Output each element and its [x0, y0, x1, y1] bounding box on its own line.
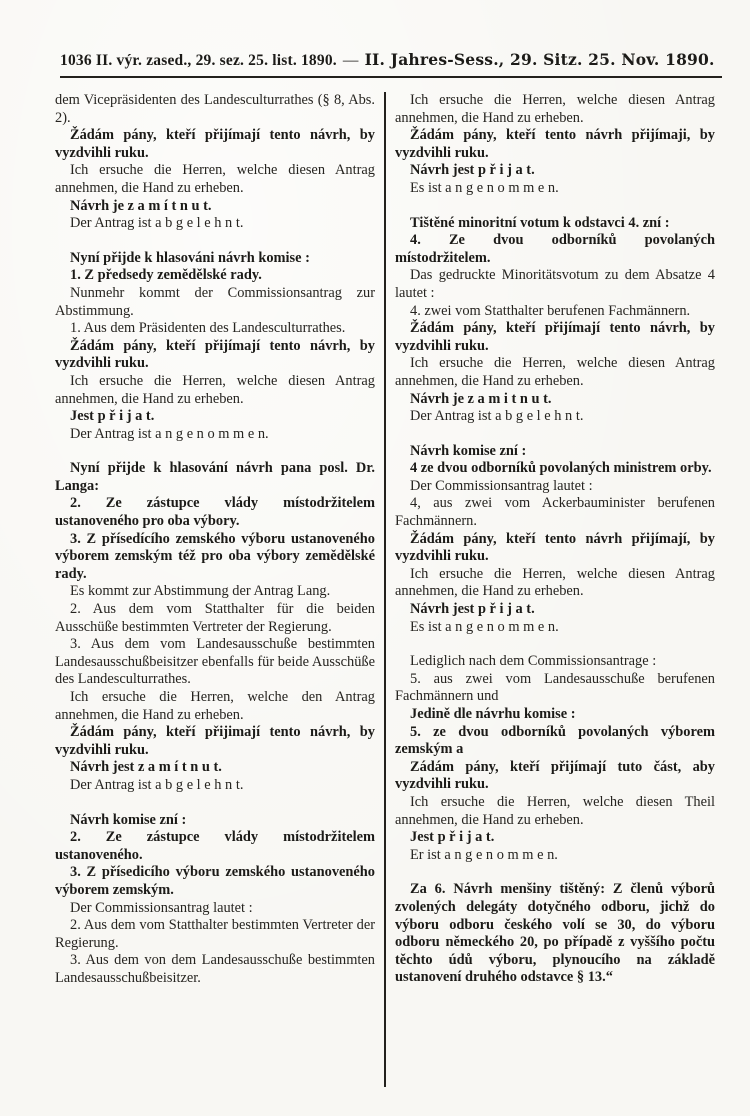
paragraph: Ich ersuche die Herren, welche den Antrag annehmen, die Hand zu erheben. — [55, 689, 375, 723]
header-separator: — — [342, 52, 359, 69]
paragraph: Ich ersuche die Herren, welche diesen Antrag annehmen, die Hand zu erheben. — [55, 162, 375, 196]
paragraph: Žádám pány, kteří tento návrh přijímají, by vyzdvihli ruku. — [395, 530, 715, 565]
paragraph: 1. Aus dem Präsidenten des Landesculturrathes. — [70, 320, 346, 337]
paragraph: 3. Aus dem vom Landesausschuße bestimmten Landesausschußbeisitzer ebenfalls für beide Ausschüße des Landesculturrathes. — [55, 636, 375, 688]
paragraph: Es kommt zur Abstimmung der Antrag Lang. — [70, 583, 331, 600]
paragraph: Návrh komise zní : — [70, 811, 187, 828]
paragraph: 4. Ze dvou odborníků povolaných místodržitelem. — [395, 232, 715, 266]
paragraph: Jest p ř i j a t. — [70, 408, 155, 425]
paragraph: 3. Aus dem von dem Landesausschuße bestimmten Landesausschußbeisitzer. — [55, 952, 375, 986]
paragraph: Návrh jest p ř i j a t. — [410, 601, 535, 618]
paragraph: Za 6. Návrh menšiny tištěný: Z členů výborů zvolených delegáty dotyčného odboru, jichž do výboru odboru českého volí se 30, do výboru odboru německého 20, po případě z vyššího počtu těchto údů výboru, plynoucího na základě ustanovení druhého odstavce § 13.“ — [395, 881, 715, 986]
paragraph: Nyní přijde k hlasováni návrh komise : — [70, 249, 310, 266]
paragraph: 3. Z přísedicího výboru zemského ustanoveného výborem zemským. — [55, 864, 375, 898]
paragraph: Es ist a n g e n o m m e n. — [410, 179, 559, 196]
paragraph: 5. aus zwei vom Landesausschuße berufenen Fachmännern und — [395, 670, 715, 705]
paragraph: Žádám pány, kteří přijímají tento návrh, by vyzdvihli ruku. — [55, 127, 375, 161]
paragraph: 4. zwei vom Statthalter berufenen Fachmännern. — [410, 302, 691, 319]
paragraph: Jedině dle návrhu komise : — [410, 706, 576, 722]
paragraph: Žádám pány, kteří přijímají tento návrh, by vyzdvihli ruku. — [55, 337, 375, 372]
paragraph: 1. Z předsedy zemědělské rady. — [70, 267, 262, 284]
paragraph: Ich ersuche die Herren, welche diesen Theil annehmen, die Hand zu erheben. — [395, 793, 715, 828]
paragraph: Návrh je z a m i t n u t. — [410, 390, 552, 407]
paragraph: Es ist a n g e n o m m e n. — [410, 618, 559, 635]
paragraph: Nunmehr kommt der Commissionsantrag zur Abstimmung. — [55, 284, 375, 319]
paragraph: Návrh jest z a m í t n u t. — [70, 759, 222, 776]
header-czech-running-title: 1036 II. výr. zased., 29. sez. 25. list. 1890. — [60, 52, 337, 69]
paragraph: Ich ersuche die Herren, welche diesen Antrag annehmen, die Hand zu erheben. — [395, 355, 715, 389]
paragraph: Der Commissionsantrag lautet : — [70, 899, 253, 916]
paragraph: 2. Ze zástupce vlády místodržitelem ustanoveného. — [55, 829, 375, 863]
paragraph: 4 ze dvou odborníků povolaných ministrem orby. — [410, 460, 712, 477]
paragraph: Ich ersuche die Herren, welche diesen Antrag annehmen, die Hand zu erheben. — [395, 92, 715, 126]
paragraph: 4, aus zwei vom Ackerbauminister berufenen Fachmännern. — [395, 495, 715, 530]
left-column — [55, 92, 375, 1087]
page-header — [60, 50, 722, 78]
paragraph: Návrh komise zní : — [410, 442, 527, 459]
paragraph: Der Antrag ist a b g e l e h n t. — [410, 408, 584, 425]
column-divider-rule — [384, 92, 386, 1087]
paragraph: Ich ersuche die Herren, welche diesen Antrag annehmen, die Hand zu erheben. — [55, 372, 375, 407]
right-column — [395, 92, 715, 1087]
paragraph: Er ist a n g e n o m m e n. — [410, 846, 558, 863]
paragraph: 2. Ze zástupce vlády místodržitelem ustanoveného pro oba výbory. — [55, 495, 375, 530]
paragraph: Der Antrag ist a b g e l e h n t. — [70, 776, 244, 793]
paragraph: Nyní přijde k hlasování návrh pana posl. Dr. Langa: — [55, 460, 375, 494]
paragraph: Návrh je z a m í t n u t. — [70, 197, 212, 214]
paragraph: Tištěné minoritní votum k odstavci 4. zní : — [410, 214, 670, 231]
paragraph: Der Commissionsantrag lautet : — [410, 477, 593, 494]
paragraph: dem Vicepräsidenten des Landesculturrathes (§ 8, Abs. 2). — [55, 92, 375, 126]
paragraph: Lediglich nach dem Commissionsantrage : — [410, 653, 657, 670]
paragraph: 3. Z přísedícího zemského výboru ustanoveného výborem zemským též pro oba výbory zemědělské rady. — [55, 530, 375, 582]
paragraph: Žádám pány, kteří přijimají tento návrh, by vyzdvihli ruku. — [55, 724, 375, 758]
paragraph: 2. Aus dem vom Statthalter bestimmten Vertreter der Regierung. — [55, 917, 375, 951]
paragraph: Das gedruckte Minoritätsvotum zu dem Absatze 4 lautet : — [395, 267, 715, 301]
paragraph: Ich ersuche die Herren, welche diesen Antrag annehmen, die Hand zu erheben. — [395, 565, 715, 600]
paragraph: Zádám pány, kteří přijímají tuto část, aby vyzdvihli ruku. — [395, 758, 715, 793]
paragraph: Žádám pány, kteří tento návrh přijímaji, by vyzdvihli ruku. — [395, 127, 715, 161]
paragraph: Jest p ř i j a t. — [410, 829, 495, 846]
text-columns — [55, 92, 719, 1087]
paragraph: Der Antrag ist a b g e l e h n t. — [70, 215, 244, 232]
paragraph: Žádám pány, kteří přijímají tento návrh, by vyzdvihli ruku. — [395, 320, 715, 354]
paragraph: Der Antrag ist a n g e n o m m e n. — [70, 425, 269, 442]
paragraph: Návrh jest p ř i j a t. — [410, 162, 535, 179]
paragraph: 2. Aus dem vom Statthalter für die beiden Ausschüße bestimmten Vertreter der Regierung. — [55, 601, 375, 635]
paragraph: 5. ze dvou odborníků povolaných výborem zemským a — [395, 723, 715, 758]
header-german-running-title: II. Jahres-Sess., 29. Sitz. 25. Nov. 1890. — [364, 50, 715, 69]
